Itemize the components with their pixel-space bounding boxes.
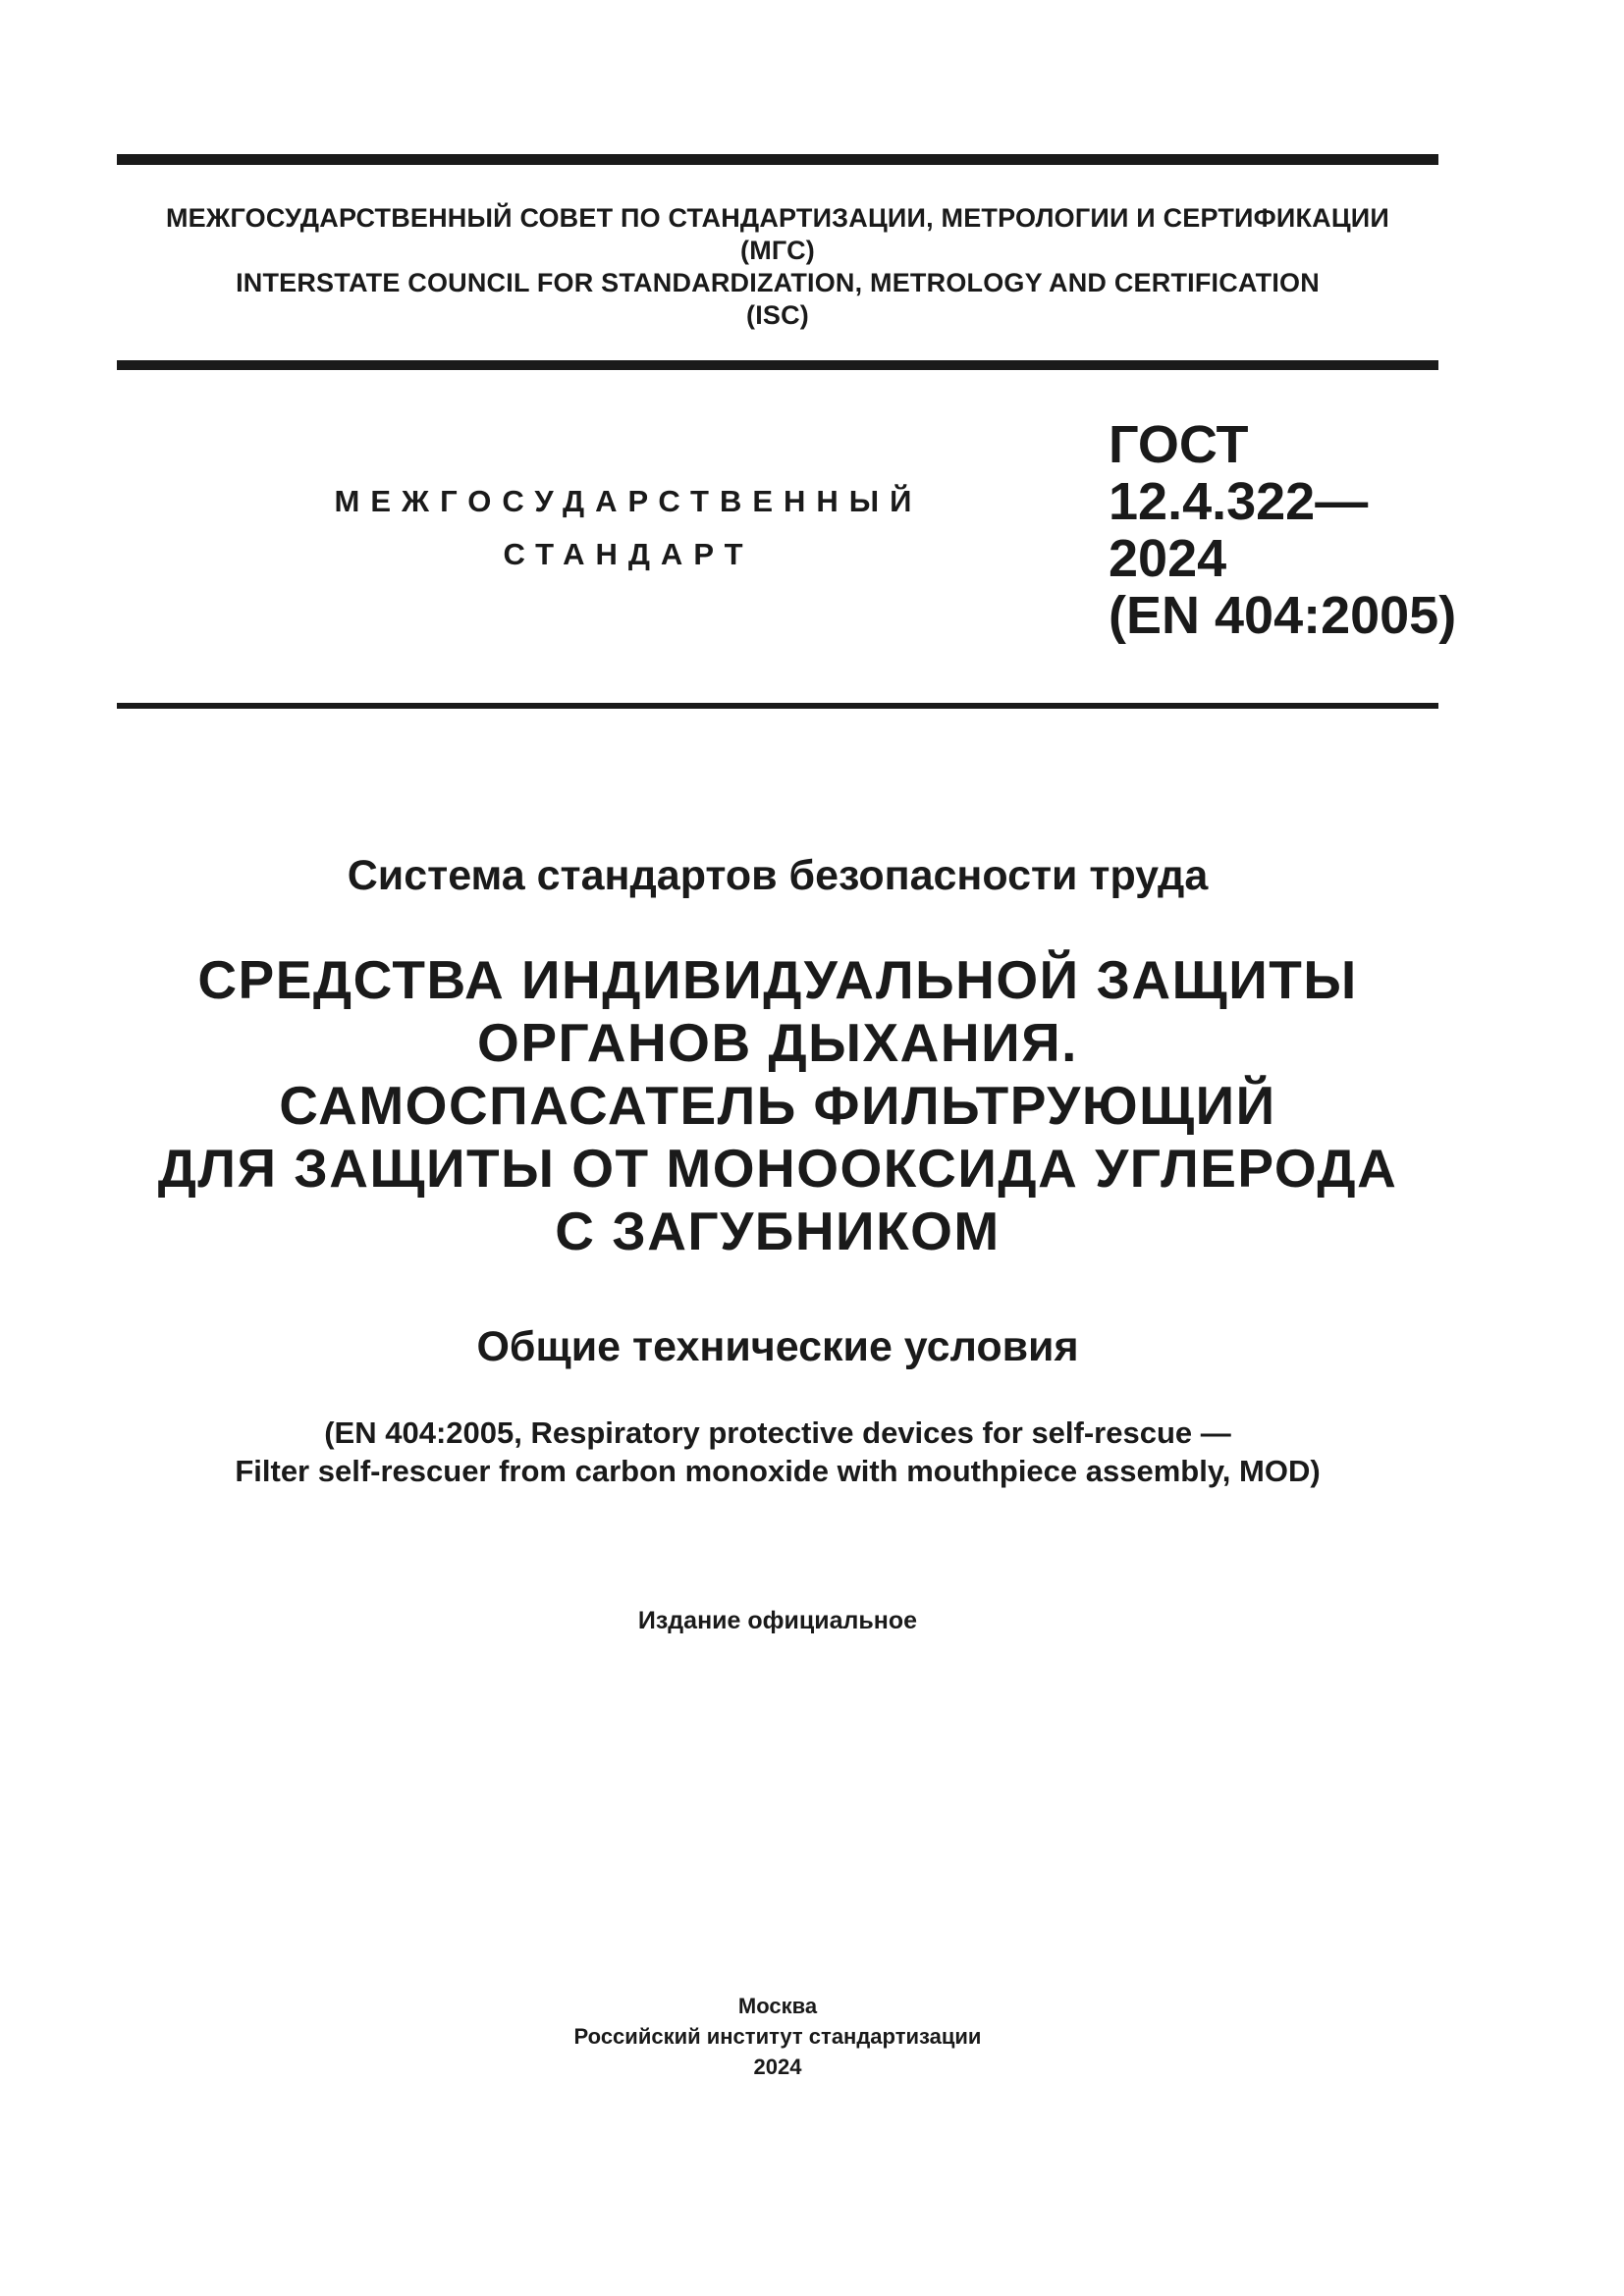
council-en-abbr: (ISC) <box>746 300 809 330</box>
subtitle: Общие технические условия <box>476 1323 1079 1370</box>
series-title: Система стандартов безопасности труда <box>347 852 1209 899</box>
designation-equivalent: (EN 404:2005) <box>1109 586 1457 645</box>
designation-prefix: ГОСТ <box>1109 415 1249 474</box>
main-title-line4: ДЛЯ ЗАЩИТЫ ОТ МОНООКСИДА УГЛЕРОДА <box>157 1138 1398 1199</box>
top-divider <box>117 154 1438 165</box>
council-header <box>117 202 1438 332</box>
designation-year: 2024 <box>1109 529 1227 588</box>
designation-number: 12.4.322— <box>1109 472 1369 531</box>
council-ru-name: МЕЖГОСУДАРСТВЕННЫЙ СОВЕТ ПО СТАНДАРТИЗАЦИИ, МЕТРОЛОГИИ И СЕРТИФИКАЦИИ <box>165 203 1390 233</box>
edition-label: Издание официальное <box>637 1607 918 1634</box>
council-ru-abbr: (МГС) <box>740 236 815 265</box>
publisher-institute: Российский институт стандартизации <box>573 2024 982 2049</box>
header-divider <box>117 360 1438 370</box>
main-title-line1: СРЕДСТВА ИНДИВИДУАЛЬНОЙ ЗАЩИТЫ <box>197 949 1358 1010</box>
en-reference-line2: Filter self-rescuer from carbon monoxide with mouthpiece assembly, MOD) <box>235 1454 1321 1488</box>
en-reference <box>59 1414 1496 1490</box>
designation-divider <box>117 703 1438 709</box>
publisher-city: Москва <box>737 1994 818 2018</box>
council-en-name: INTERSTATE COUNCIL FOR STANDARDIZATION, METROLOGY AND CERTIFICATION <box>236 268 1320 297</box>
standard-kind-line1: МЕЖГОСУДАРСТВЕННЫЙ <box>334 484 923 518</box>
main-title-line2: ОРГАНОВ ДЫХАНИЯ. <box>477 1012 1078 1073</box>
publisher-block <box>117 1991 1438 2082</box>
standard-designation <box>1109 416 1456 644</box>
en-reference-line1: (EN 404:2005, Respiratory protective devices for self-rescue — <box>324 1415 1231 1450</box>
main-title-line5: С ЗАГУБНИКОМ <box>555 1201 1001 1261</box>
publisher-year: 2024 <box>753 2055 802 2079</box>
standard-kind-line2: СТАНДАРТ <box>503 537 754 571</box>
main-title <box>59 948 1496 1262</box>
main-title-line3: САМОСПАСАТЕЛЬ ФИЛЬТРУЮЩИЙ <box>279 1075 1276 1136</box>
standard-kind <box>295 475 962 581</box>
